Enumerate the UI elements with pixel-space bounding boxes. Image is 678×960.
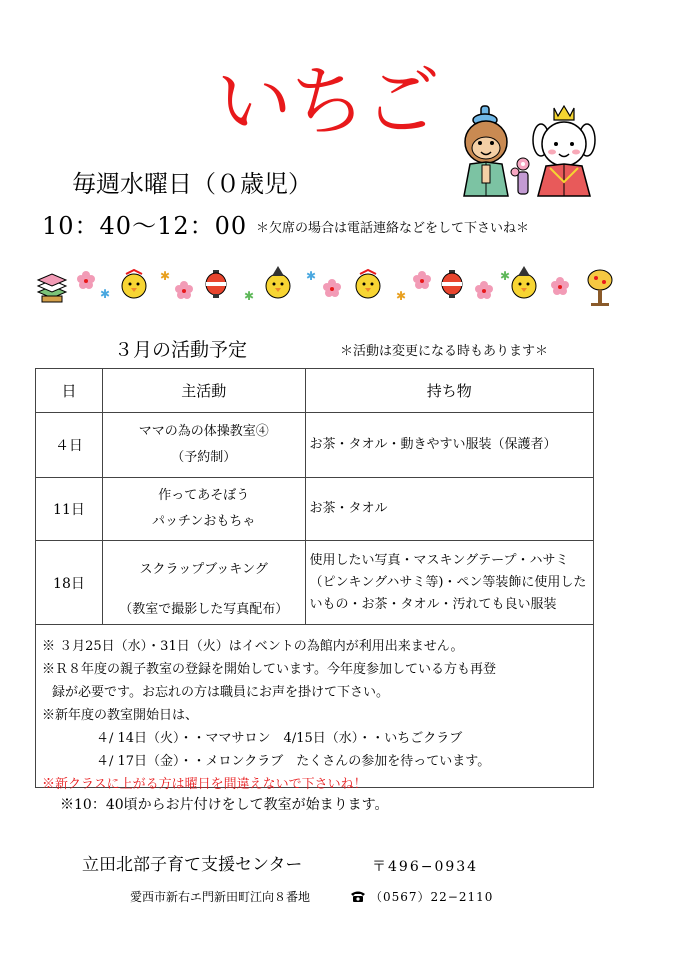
row-activity [102,478,305,541]
row-items: お茶・タオル・動きやすい服装（保護者） [305,413,593,478]
star-sparkle-icon: ✱ [306,269,317,283]
plum-blossom-icon [475,281,493,299]
row-activity [102,541,305,625]
absence-note: ＊欠席の場合は電話連絡などをして下さいね＊ [256,221,530,236]
chick-doll-icon [122,270,146,298]
star-sparkle-icon: ✱ [160,269,171,283]
row-items: お茶・タオル [305,478,593,541]
row-day: 18日 [36,541,103,625]
plum-blossom-icon [175,281,193,299]
star-sparkle-icon: ✱ [100,287,111,301]
plum-blossom-icon [77,271,95,289]
page-title: いちご [216,57,438,146]
table-row [36,541,594,625]
plum-blossom-icon [551,277,569,295]
center-name: 立田北部子育て支援センター [82,855,303,875]
table-row [36,413,594,478]
telephone-icon [350,890,366,902]
notice-alert: ※新クラスに上がる方は曜日を間違えないで下さいね！ [42,777,367,792]
row-items: 使用したい写真・マスキングテープ・ハサミ（ピンキングハサミ等)・ペン等装飾に使用したいもの・お茶・タオル・汚れても良い服装 [305,541,593,625]
activity-line: （教室で撮影した写真配布） [119,601,289,617]
column-header-day: 日 [36,369,103,413]
bonbori-lamp-icon [588,270,612,306]
chick-doll-icon [356,270,380,298]
schedule-heading: ３月の活動予定 [114,339,248,361]
paper-lantern-icon [442,270,462,298]
column-header-items: 持ち物 [305,369,593,413]
chick-doll-icon [512,266,536,298]
notice-line: 録が必要です。お忘れの方は職員にお声を掛けて下さい。 [52,685,389,700]
phone-number: （0567）22−2110 [370,890,494,904]
table-row [36,478,594,541]
hina-dolls-icon [462,102,602,198]
class-day: 毎週水曜日（０歳児） [72,170,312,198]
chick-doll-icon [266,266,290,298]
notice-line: ※ ３月25日（水）・31日（火）はイベントの為館内が利用出来ません。 [42,639,464,654]
plum-blossom-icon [323,279,341,297]
schedule-table [35,368,594,625]
postal-code: 〒496−0934 [372,859,479,875]
change-note: ＊活動は変更になる時もあります＊ [340,344,549,359]
start-note: ※10：40頃からお片付けをして教室が始まります。 [60,797,389,813]
notice-line: ※Ｒ８年度の親子教室の登録を開始しています。今年度参加している方も再登 [42,662,496,677]
star-sparkle-icon: ✱ [244,289,255,303]
activity-line: ママの為の体操教室④ [138,424,269,439]
notice-line: ４/ 14日（火）・・ママサロン 4/15日（水）・・いちごクラブ [96,731,463,746]
activity-line: パッチンおもちゃ [152,514,256,529]
star-sparkle-icon: ✱ [500,269,511,283]
star-sparkle-icon: ✱ [396,289,407,303]
activity-line: （予約制） [171,450,237,465]
hishimochi-icon [38,274,66,302]
table-header-row [36,369,594,413]
address: 愛西市新右エ門新田町江向８番地 [130,890,311,904]
plum-blossom-icon [413,271,431,289]
activity-line: スクラップブッキング [139,561,268,577]
decoration-row [34,262,624,308]
notice-box [35,617,594,792]
notice-line: ※新年度の教室開始日は、 [42,708,199,723]
phone [350,885,493,909]
column-header-activity: 主活動 [102,369,305,413]
row-day: 11日 [36,478,103,541]
class-time: 10：40〜12：00 [42,212,248,240]
notice-line: ４/ 17日（金）・・メロンクラブ たくさんの参加を待っています。 [96,754,491,769]
row-day: ４日 [36,413,103,478]
row-activity [102,413,305,478]
activity-line: 作ってあそぼう [158,488,250,503]
paper-lantern-icon [206,270,226,298]
